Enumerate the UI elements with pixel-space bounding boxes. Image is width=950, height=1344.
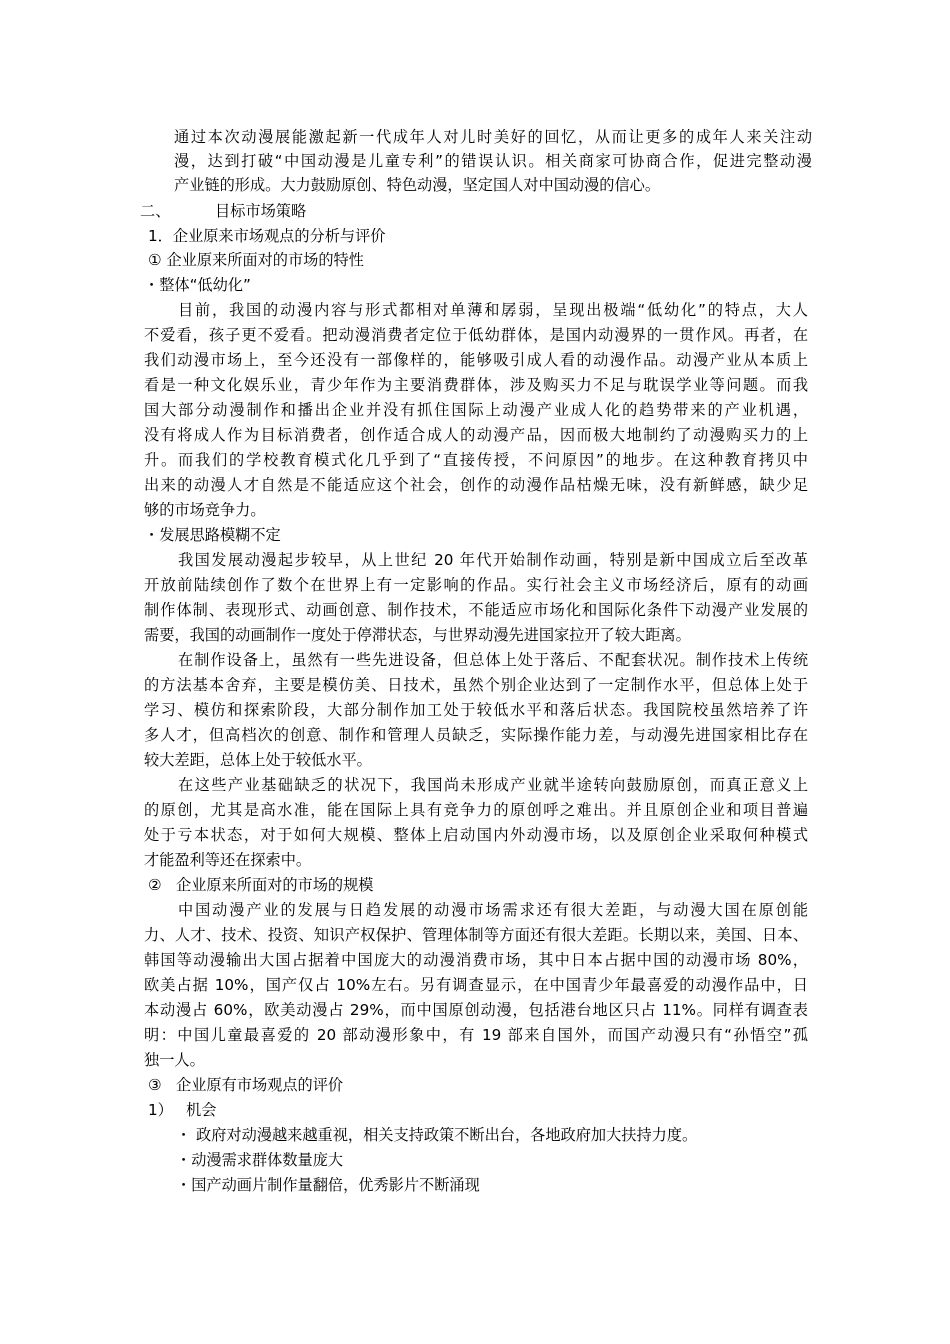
para-line: 的方法基本舍弃，主要是模仿美、日技术，虽然个别企业达到了一定制作水平，但总体上处于 xyxy=(144,676,808,694)
para-line: 韩国等动漫输出大国占据着中国庞大的动漫消费市场，其中日本占据中国的动漫市场 80%， xyxy=(144,951,808,969)
para-line: 多人才，但高档次的创意、制作和管理人员缺乏，实际操作能力差，与动漫先进国家相比存在 xyxy=(144,726,808,744)
para-line: 独一人。 xyxy=(144,1051,205,1069)
opportunity-heading: 机会 xyxy=(186,1101,217,1119)
para-line: 没有将成人作为目标消费者，创作适合成人的动漫产品，因而极大地制约了动漫购买力的上 xyxy=(144,426,808,444)
para-line: 中国动漫产业的发展与日趋发展的动漫市场需求还有很大差距，与动漫大国在原创能 xyxy=(178,901,808,919)
para-line: 的原创，尤其是高水准，能在国际上具有竞争力的原创呼之难出。并且原创企业和项目普遍 xyxy=(144,801,808,819)
bullet-low-age: ・整体“低幼化” xyxy=(144,276,251,294)
intro-line-3: 产业链的形成。大力鼓励原创、特色动漫，坚定国人对中国动漫的信心。 xyxy=(174,176,660,194)
subheading-1: 1．企业原来市场观点的分析与评价 xyxy=(148,227,386,245)
para-line: 看是一种文化娱乐业，青少年作为主要消费群体，涉及购买力不足与耽误学业等问题。而我 xyxy=(144,376,808,394)
para-line: 够的市场竞争力。 xyxy=(144,501,266,519)
para-line: 出来的动漫人才自然是不能适应这个社会，创作的动漫作品枯燥无味，没有新鲜感，缺少足 xyxy=(144,476,808,494)
para-line: 不爱看，孩子更不爱看。把动漫消费者定位于低幼群体，是国内动漫界的一贯作风。再者，在 xyxy=(144,326,808,344)
para-line: 制作体制、表现形式、动画创意、制作技术，不能适应市场化和国际化条件下动漫产业发展的 xyxy=(144,601,808,619)
para-line: 我们动漫市场上，至今还没有一部像样的，能够吸引成人看的动漫作品。动漫产业从本质上 xyxy=(144,351,808,369)
para-line: 才能盈利等还在探索中。 xyxy=(144,851,312,869)
intro-line-2: 漫，达到打破“中国动漫是儿童专利”的错误认识。相关商家可协商合作，促进完整动漫 xyxy=(174,152,812,170)
para-line: 在制作设备上，虽然有一些先进设备，但总体上处于落后、不配套状况。制作技术上传统 xyxy=(178,651,808,669)
item-3-number: ③ xyxy=(148,1076,162,1094)
para-line: 明：中国儿童最喜爱的 20 部动漫形象中，有 19 部来自国外，而国产动漫只有“孙悟空”孤 xyxy=(144,1026,808,1044)
item-2-heading: 企业原来所面对的市场的规模 xyxy=(176,876,374,894)
para-line: 处于亏本状态，对于如何大规模、整体上启动国内外动漫市场，以及原创企业采取何种模式 xyxy=(144,826,808,844)
intro-line-1: 通过本次动漫展能激起新一代成年人对儿时美好的回忆，从而让更多的成年人来关注动 xyxy=(174,128,812,146)
item-2-number: ② xyxy=(148,876,162,894)
item-3-heading: 企业原有市场观点的评价 xyxy=(176,1076,344,1094)
para-line: 国大部分动漫制作和播出企业并没有抓住国际上动漫产业成人化的趋势带来的产业机遇， xyxy=(144,401,808,419)
para-line: 较大差距，总体上处于较低水平。 xyxy=(144,751,372,769)
item-1-heading: ① 企业原来所面对的市场的特性 xyxy=(148,251,364,269)
para-line: 本动漫占 60%，欧美动漫占 29%，而中国原创动漫，包括港台地区只占 11%。同样有调查表 xyxy=(144,1001,808,1019)
opportunity-bullet: ・国产动画片制作量翻倍，优秀影片不断涌现 xyxy=(176,1176,480,1194)
section-number: 二、 xyxy=(140,202,171,220)
para-line: 开放前陆续创作了数个在世界上有一定影响的作品。实行社会主义市场经济后，原有的动画 xyxy=(144,576,808,594)
para-line: 在这些产业基础缺乏的状况下，我国尚未形成产业就半途转向鼓励原创，而真正意义上 xyxy=(178,776,808,794)
para-line: 欧美占据 10%，国产仅占 10%左右。另有调查显示，在中国青少年最喜爱的动漫作品中，日 xyxy=(144,976,808,994)
para-line: 升。而我们的学校教育模式化几乎到了“直接传授，不问原因”的地步。在这种教育拷贝中 xyxy=(144,451,808,469)
opportunity-bullet: ・ 政府对动漫越来越重视，相关支持政策不断出台，各地政府加大扶持力度。 xyxy=(176,1126,698,1144)
para-line: 学习、模仿和探索阶段，大部分制作加工处于较低水平和落后状态。我国院校虽然培养了许 xyxy=(144,701,808,719)
section-title: 目标市场策略 xyxy=(215,202,307,220)
para-line: 力、人才、技术、投资、知识产权保护、管理体制等方面还有很大差距。长期以来，美国、日本、 xyxy=(144,926,808,944)
opportunity-bullet: ・动漫需求群体数量庞大 xyxy=(176,1151,344,1169)
para-line: 目前，我国的动漫内容与形式都相对单薄和孱弱，呈现出极端“低幼化”的特点，大人 xyxy=(178,301,808,319)
para-line: 我国发展动漫起步较早，从上世纪 20 年代开始制作动画，特别是新中国成立后至改革 xyxy=(178,551,808,569)
opportunity-number: 1） xyxy=(148,1101,173,1119)
para-line: 需要，我国的动画制作一度处于停滞状态，与世界动漫先进国家拉开了较大距离。 xyxy=(144,626,691,644)
bullet-direction: ・发展思路模糊不定 xyxy=(144,526,281,544)
